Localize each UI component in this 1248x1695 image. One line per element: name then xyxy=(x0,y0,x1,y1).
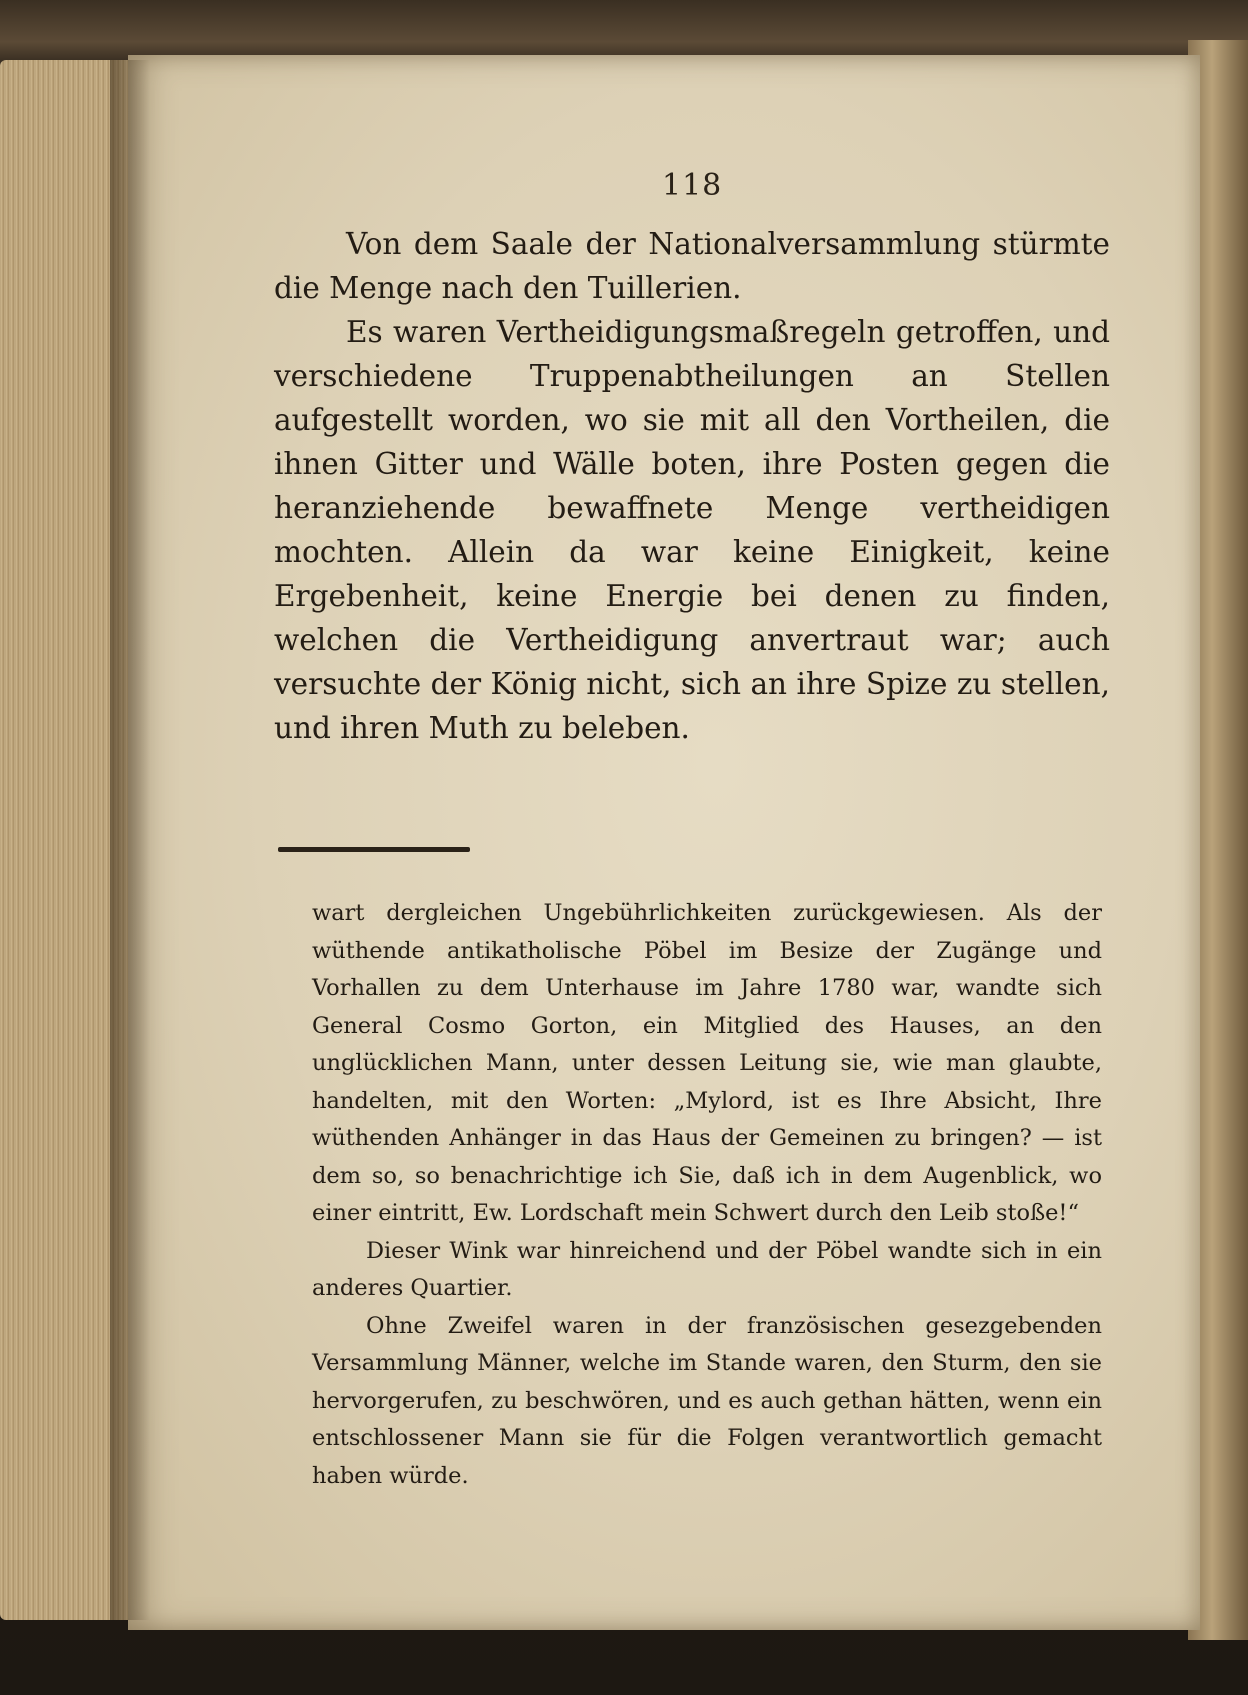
gutter-shadow xyxy=(110,60,150,1620)
footnote-paragraph: Dieser Wink war hinreichend und der Pöbel wandte sich in ein anderes Quartier. xyxy=(312,1237,1102,1301)
footnote-paragraph: wart dergleichen Ungebührlichkeiten zurückgewiesen. Als der wüthende antikatholische Pöbel im Besize der Zugänge und Vorhallen zu dem Unterhause im Jahre 1780 war, wandte sich General Cosmo Gorton, ein Mitglied des Hauses, an den unglücklichen Mann, unter dessen Leitung sie, wie man glaubte, handelten, mit den Worten: „Mylord, ist es Ihre Absicht, Ihre wüthenden Anhänger in das Haus der Gemeinen zu bringen? — ist dem so, so benachrichtige ich Sie, daß ich in dem Augenblick, wo einer eintritt, Ew. Lordschaft mein Schwert durch den Leib stoße!“ xyxy=(312,900,1102,1226)
footnote-text xyxy=(312,895,1102,1495)
main-paragraph: Es waren Vertheidigungsmaßregeln getroffen, und verschiedene Truppenabtheilungen an Stellen aufgestellt worden, wo sie mit all den Vortheilen, die ihnen Gitter und Wälle boten, ihre Posten gegen die heranziehende bewaffnete Menge vertheidigen mochten. Allein da war keine Einigkeit, keine Ergebenheit, keine Energie bei denen zu finden, welchen die Vertheidigung anvertraut war; auch versuchte der König nicht, sich an ihre Spize zu stellen, und ihren Muth zu beleben. xyxy=(274,315,1110,745)
footnote-paragraph: Ohne Zweifel waren in der französischen gesezgebenden Versammlung Männer, welche im Stande waren, den Sturm, den sie hervorgerufen, zu beschwören, und es auch gethan hätten, wenn ein entschlossener Mann sie für die Folgen verantwortlich gemacht haben würde. xyxy=(312,1312,1102,1489)
main-paragraph: Von dem Saale der Nationalversammlung stürmte die Menge nach den Tuillerien. xyxy=(274,227,1110,305)
main-text xyxy=(274,222,1110,750)
footnote-rule xyxy=(278,847,470,852)
page-number: 118 xyxy=(662,168,723,203)
